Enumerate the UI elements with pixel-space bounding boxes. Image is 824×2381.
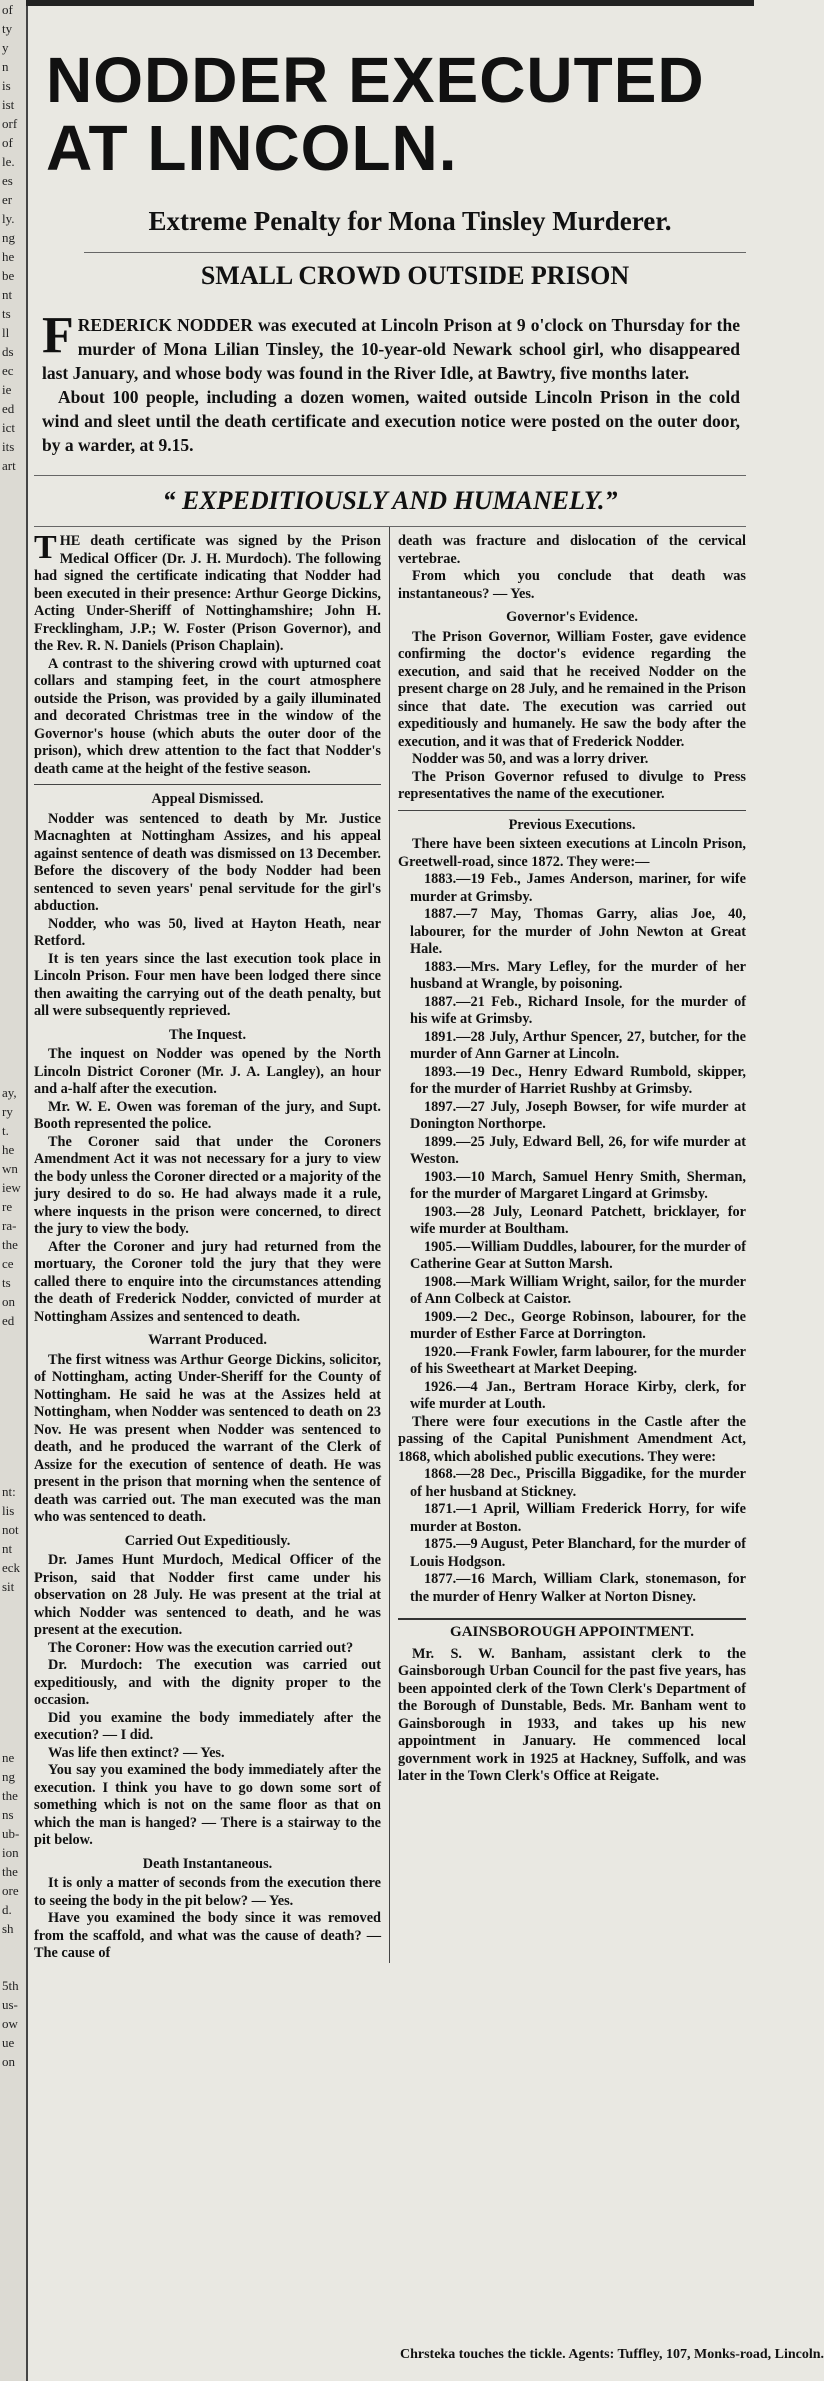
secondary-headline: SMALL CROWD OUTSIDE PRISON <box>84 252 746 291</box>
paragraph: Have you examined the body since it was removed from the scaffold, and what was the cause of death? — The cause of <box>34 1910 381 1961</box>
gutter-fragment: sh <box>2 1921 14 1936</box>
paragraph: From which you conclude that death was instantaneous? — Yes. <box>398 568 746 602</box>
gutter-fragment: ec <box>2 363 14 378</box>
gutter-fragment <box>0 1064 26 1083</box>
paragraph: There were four executions in the Castle after the passing of the Capital Punishment Amendment Act, 1868, which abolished public executions. They were: <box>398 1413 746 1465</box>
gutter-fragment: ng <box>2 1769 15 1784</box>
gutter-fragment: ed <box>2 401 15 416</box>
execution-entry: 1899.—25 July, Edward Bell, 26, for wife murder at Weston. <box>410 1133 746 1167</box>
gutter-fragment <box>0 646 26 665</box>
gutter-fragment: ll <box>2 325 10 340</box>
castle-executions-list <box>398 1466 746 1606</box>
execution-entry: 1893.—19 Dec., Henry Edward Rumbold, skipper, for the murder of Harriet Rushby at Grimsby. <box>410 1063 746 1097</box>
gutter-fragment <box>0 1330 26 1349</box>
gutter-fragment: le. <box>2 154 15 169</box>
gutter-fragment: the <box>2 1237 18 1252</box>
gutter-fragment: orf <box>2 116 18 131</box>
gutter-fragment: ub- <box>2 1826 20 1841</box>
gutter-fragment: ra- <box>2 1218 17 1233</box>
paragraph: death was fracture and dislocation of the cervical vertebrae. <box>398 533 746 567</box>
gutter-fragment: on <box>2 1294 15 1309</box>
top-rule <box>26 0 754 6</box>
gutter-fragment <box>0 912 26 931</box>
gutter-fragment: the <box>2 1864 18 1879</box>
gutter-fragment <box>0 893 26 912</box>
gutter-fragment: art <box>2 458 16 473</box>
gutter-fragment: sit <box>2 1579 15 1594</box>
gutter-fragment <box>0 1349 26 1368</box>
gutter-fragment <box>0 1596 26 1615</box>
divider <box>398 810 746 811</box>
gutter-fragment: of <box>2 135 13 150</box>
paragraph: There have been sixteen executions at Lincoln Prison, Greetwell-road, since 1872. They were:— <box>398 836 746 870</box>
paragraph: Nodder was sentenced to death by Mr. Justice Macnaghten at Nottingham Assizes, and his appeal against sentence of death was dismissed on 13 December. Before the discovery of the body Nodder had been sentenced to seven years' penal servitude for the girl's abduction. <box>34 810 381 914</box>
headline: NODDER EXECUTED AT LINCOLN. <box>46 44 705 184</box>
gutter-fragment: 5th <box>2 1978 19 1993</box>
paragraph: Did you examine the body immediately after the execution? — I did. <box>34 1709 381 1743</box>
execution-entry: 1887.—7 May, Thomas Garry, alias Joe, 40, labourer, for the murder of John Newton at Great Hale. <box>410 906 746 957</box>
gutter-fragment <box>0 741 26 760</box>
paragraph: Dr. Murdoch: The execution was carried out expeditiously, and with the dignity proper to the occasion. <box>34 1657 381 1708</box>
paragraph: A contrast to the shivering crowd with upturned coat collars and stamping feet, in the court atmosphere outside the Prison, was provided by a gaily illuminated and decorated Christmas tree in the window of the Governor's house (which abuts the outer door of the prison), which drew attention to the fact that Nodder's death came at the height of the festive season. <box>34 655 381 777</box>
gutter-fragment <box>0 589 26 608</box>
gutter-fragment: ty <box>2 21 13 36</box>
gutter-fragment <box>0 665 26 684</box>
gutter-fragment: ts <box>2 306 11 321</box>
paragraph: The Prison Governor, William Foster, gave evidence confirming the doctor's evidence regarding the execution, and said that he received Nodder on the present charge on 28 July, and he remained in the Prison since that date. The execution was carried out expeditiously and humanely. He saw the body after the execution, and it was that of Frederick Nodder. <box>398 628 746 750</box>
gutter-fragment: ie <box>2 382 12 397</box>
gutter-fragment <box>0 608 26 627</box>
gutter-fragment <box>0 1425 26 1444</box>
gutter-fragment <box>0 760 26 779</box>
gutter-fragment: t. <box>2 1123 9 1138</box>
gutter-fragment: ue <box>2 2035 15 2050</box>
execution-entry: 1908.—Mark William Wright, sailor, for the murder of Ann Colbeck at Caistor. <box>410 1273 746 1307</box>
gutter-fragment: ng <box>2 230 15 245</box>
gutter-fragment <box>0 798 26 817</box>
crosshead-gainsborough: GAINSBOROUGH APPOINTMENT. <box>398 1618 746 1642</box>
gutter-fragment <box>0 1672 26 1691</box>
execution-entry: 1887.—21 Feb., Richard Insole, for the murder of his wife at Grimsby. <box>410 993 746 1027</box>
gutter-fragment <box>0 931 26 950</box>
gutter-fragment <box>0 874 26 893</box>
paragraph: THE death certificate was signed by the Prison Medical Officer (Dr. J. H. Murdoch). The following had signed the certificate indicating that Nodder had been executed in their presence: Arthur George Dickins, Acting Under-Sheriff of Nottinghamshire; John H. Frecklingham, J.P.; W. Foster (Prison Governor), and the Rev. R. N. Daniels (Prison Chaplain). <box>34 529 381 654</box>
gutter-fragment: ly. <box>2 211 15 226</box>
executions-list <box>398 871 746 1414</box>
gutter-fragment: ion <box>2 1845 19 1860</box>
gutter-fragment: n <box>2 59 9 74</box>
gutter-fragment: nt: <box>2 1484 16 1499</box>
gutter-fragment: is <box>2 78 11 93</box>
gutter-fragment: on <box>2 2054 15 2069</box>
gutter-fragment <box>0 513 26 532</box>
gutter-fragment: not <box>2 1522 19 1537</box>
gutter-fragment <box>0 836 26 855</box>
execution-entry: 1883.—19 Feb., James Anderson, mariner, for wife murder at Grimsby. <box>410 871 746 905</box>
gutter-fragment <box>0 950 26 969</box>
paragraph: It is only a matter of seconds from the execution there to seeing the body in the pit below? — Yes. <box>34 1875 381 1909</box>
execution-entry: 1905.—William Duddles, labourer, for the murder of Catherine Gear at Sutton Marsh. <box>410 1238 746 1272</box>
paragraph: Mr. W. E. Owen was foreman of the jury, and Supt. Booth represented the police. <box>34 1098 381 1132</box>
gutter-fragment: nt <box>2 287 13 302</box>
lead-paragraphs <box>42 307 740 457</box>
paragraph: It is ten years since the last execution took place in Lincoln Prison. Four men have been lodged there since then awaiting the carrying out of the death penalty, but all were subsequently reprieved. <box>34 950 381 1019</box>
paragraph: The Coroner: How was the execution carried out? <box>48 1639 354 1656</box>
gutter-fragment: ore <box>2 1883 19 1898</box>
gutter-fragment: the <box>2 1788 18 1803</box>
paragraph: You say you examined the body immediately after the execution. I think you have to go down some sort of something which is not on the same floor as that on which the man is hanged? — There is a stairway to the pit below. <box>34 1762 381 1848</box>
right-column <box>390 527 746 1963</box>
gutter-fragment <box>0 1406 26 1425</box>
execution-entry: 1920.—Frank Fowler, farm labourer, for the murder of his Sweetheart at Market Deeping. <box>410 1343 746 1377</box>
paragraph: The Coroner said that under the Coroners Amendment Act it was not necessary for a jury to view the body unless the Coroner directed or a majority of the jury desired to do so. He had always made it a rule, where inquests in the prison were concerned, to direct the jury to view the body. <box>34 1133 381 1237</box>
crosshead: Previous Executions. <box>508 816 636 833</box>
execution-entry: 1875.—9 August, Peter Blanchard, for the murder of Louis Hodgson. <box>410 1536 746 1570</box>
gutter-fragment: d. <box>2 1902 12 1917</box>
left-column <box>34 527 390 1963</box>
gutter-fragment <box>0 1007 26 1026</box>
gutter-fragment: iew <box>2 1180 21 1195</box>
paragraph: Was life then extinct? — Yes. <box>48 1744 225 1761</box>
gutter-fragment <box>0 684 26 703</box>
gutter-fragment <box>0 1463 26 1482</box>
gutter-fragment <box>0 1387 26 1406</box>
gutter-fragment: of <box>2 2 13 17</box>
gutter-fragment <box>0 969 26 988</box>
execution-entry: 1909.—2 Dec., George Robinson, labourer, for the murder of Esther Farce at Dorrington. <box>410 1308 746 1342</box>
execution-entry: 1926.—4 Jan., Bertram Horace Kirby, clerk, for wife murder at Louth. <box>410 1378 746 1412</box>
gutter-fragment <box>0 722 26 741</box>
execution-entry: 1897.—27 July, Joseph Bowser, for wife murder at Donington Northorpe. <box>410 1098 746 1132</box>
gutter-fragment: wn <box>2 1161 18 1176</box>
gutter-fragment: es <box>2 173 13 188</box>
gutter-fragment <box>0 1729 26 1748</box>
gutter-fragment <box>0 855 26 874</box>
paragraph: Nodder was 50, and was a lorry driver. <box>412 751 649 767</box>
execution-entry: 1871.—1 April, William Frederick Horry, for wife murder at Boston. <box>410 1501 746 1535</box>
gutter-fragment <box>0 1045 26 1064</box>
lead-paragraph-2: About 100 people, including a dozen women, waited outside Lincoln Prison in the cold wind and sleet until the death certificate and execution notice were posted on the outer door, by a warder, at 9.15. <box>42 387 740 455</box>
gutter-fragment: ay, <box>2 1085 17 1100</box>
execution-entry: 1868.—28 Dec., Priscilla Biggadike, for the murder of her husband at Stickney. <box>410 1466 746 1500</box>
adjacent-column-fragments <box>0 0 28 2381</box>
gutter-fragment: ns <box>2 1807 14 1822</box>
paragraph: Mr. S. W. Banham, assistant clerk to the Gainsborough Urban Council for the past five years, has been appointed clerk of the Town Clerk's Department of the Borough of Dunstable, Beds. Mr. Banham went to Gainsborough in 1933, and takes up his new appointment in January. He commenced local government work in 1925 at Hackney, Suffolk, and was later in the Town Clerk's Office at Reigate. <box>398 1645 746 1784</box>
section-heading: “ EXPEDITIOUSLY AND HUMANELY.” <box>34 475 746 516</box>
gutter-fragment <box>0 817 26 836</box>
gutter-fragment <box>0 703 26 722</box>
gutter-fragment: eck <box>2 1560 21 1575</box>
advert-line: Chrsteka touches the tickle. Agents: Tuffley, 107, Monks-road, Lincoln. <box>400 2347 824 2362</box>
gutter-fragment <box>0 1938 26 1957</box>
gutter-fragment <box>0 570 26 589</box>
gutter-fragment: y <box>2 40 9 55</box>
crosshead: Appeal Dismissed. <box>151 791 264 807</box>
gutter-fragment: ts <box>2 1275 11 1290</box>
execution-entry: 1883.—Mrs. Mary Lefley, for the murder of her husband at Wrangle, by poisoning. <box>410 958 746 992</box>
gutter-fragment: ds <box>2 344 14 359</box>
execution-entry: 1903.—28 July, Leonard Patchett, bricklayer, for wife murder at Boultham. <box>410 1203 746 1237</box>
gutter-fragment <box>0 532 26 551</box>
paragraph: Nodder, who was 50, lived at Hayton Heath, near Retford. <box>34 915 381 949</box>
gutter-fragment: he <box>2 1142 15 1157</box>
gutter-fragment: ce <box>2 1256 14 1271</box>
gutter-fragment <box>0 1710 26 1729</box>
gutter-fragment <box>0 1368 26 1387</box>
gutter-fragment: ed <box>2 1313 15 1328</box>
crosshead: Death Instantaneous. <box>142 1855 273 1872</box>
gutter-fragment <box>0 988 26 1007</box>
drop-cap: F <box>42 307 74 364</box>
lead-paragraph-1: FREDERICK NODDER was executed at Lincoln Prison at 9 o'clock on Thursday for the murder of Mona Lilian Tinsley, the 10-year-old Newark school girl, who disappeared last January, and whose body was found in the River Idle, at Bawtry, five months later. <box>42 307 740 383</box>
crosshead: The Inquest. <box>168 1026 247 1043</box>
gutter-fragment <box>0 627 26 646</box>
gutter-fragment <box>0 1026 26 1045</box>
gutter-fragment: nt <box>2 1541 13 1556</box>
paragraph: After the Coroner and jury had returned from the mortuary, the Coroner told the jury that they were called there to enquire into the circumstances attending the death of Frederick Nodder, convicted of murder at Nottingham Assizes and sentenced to death. <box>34 1238 381 1325</box>
article <box>34 10 746 1963</box>
gutter-fragment <box>0 1653 26 1672</box>
gutter-fragment <box>0 1691 26 1710</box>
execution-entry: 1891.—28 July, Arthur Spencer, 27, butcher, for the murder of Ann Garner at Lincoln. <box>410 1028 746 1062</box>
gutter-fragment: er <box>2 192 13 207</box>
gutter-fragment: ow <box>2 2016 18 2031</box>
subheadline: Extreme Penalty for Mona Tinsley Murderer. <box>148 206 672 236</box>
gutter-fragment <box>0 475 26 494</box>
crosshead: Warrant Produced. <box>148 1332 267 1348</box>
divider <box>34 784 381 785</box>
gutter-fragment <box>0 551 26 570</box>
gutter-fragment: be <box>2 268 15 283</box>
paragraph: The inquest on Nodder was opened by the North Lincoln District Coroner (Mr. J. A. Langley), an hour and a-half after the execution. <box>34 1046 381 1097</box>
gutter-fragment <box>0 494 26 513</box>
drop-cap: T <box>34 529 57 566</box>
crosshead: Carried Out Expeditiously. <box>124 1532 291 1549</box>
crosshead: Governor's Evidence. <box>506 609 638 625</box>
paragraph: Dr. James Hunt Murdoch, Medical Officer of the Prison, said that Nodder first came under his observation on 28 July. He was present at the trial at which Nodder was sentenced to death, and he was present at the execution. <box>34 1552 381 1638</box>
body-columns <box>34 526 746 1963</box>
gutter-fragment <box>0 1444 26 1463</box>
execution-entry: 1903.—10 March, Samuel Henry Smith, Sherman, for the murder of Margaret Lingard at Grimsby. <box>410 1168 746 1202</box>
paragraph: The first witness was Arthur George Dickins, solicitor, of Nottingham, acting Under-Sheriff for the County of Nottingham. He said he was at the Assizes held at Nottingham, when Nodder was sentenced to death on 23 Nov. He was present when Nodder was sentenced to death, and he produced the warrant of the Clerk of Assize for the execution of sentence of death. He was present in the prison that morning when the sentence of death was carried out. The man executed was the man who was sentenced to death. <box>34 1351 381 1525</box>
gutter-fragment: ict <box>2 420 15 435</box>
gutter-fragment <box>0 1634 26 1653</box>
gutter-fragment: its <box>2 439 15 454</box>
gutter-fragment: lis <box>2 1503 15 1518</box>
gutter-fragment <box>0 779 26 798</box>
gutter-fragment: ne <box>2 1750 15 1765</box>
gutter-fragment: us- <box>2 1997 18 2012</box>
gutter-fragment: ry <box>2 1104 13 1119</box>
paragraph: The Prison Governor refused to divulge to Press representatives the name of the executioner. <box>398 768 746 802</box>
execution-entry: 1877.—16 March, William Clark, stonemason, for the murder of Henry Walker at Norton Disney. <box>410 1571 746 1605</box>
gutter-fragment <box>0 1957 26 1976</box>
gutter-fragment: ist <box>2 97 15 112</box>
gutter-fragment: re <box>2 1199 13 1214</box>
gutter-fragment: he <box>2 249 15 264</box>
gutter-fragment <box>0 1615 26 1634</box>
